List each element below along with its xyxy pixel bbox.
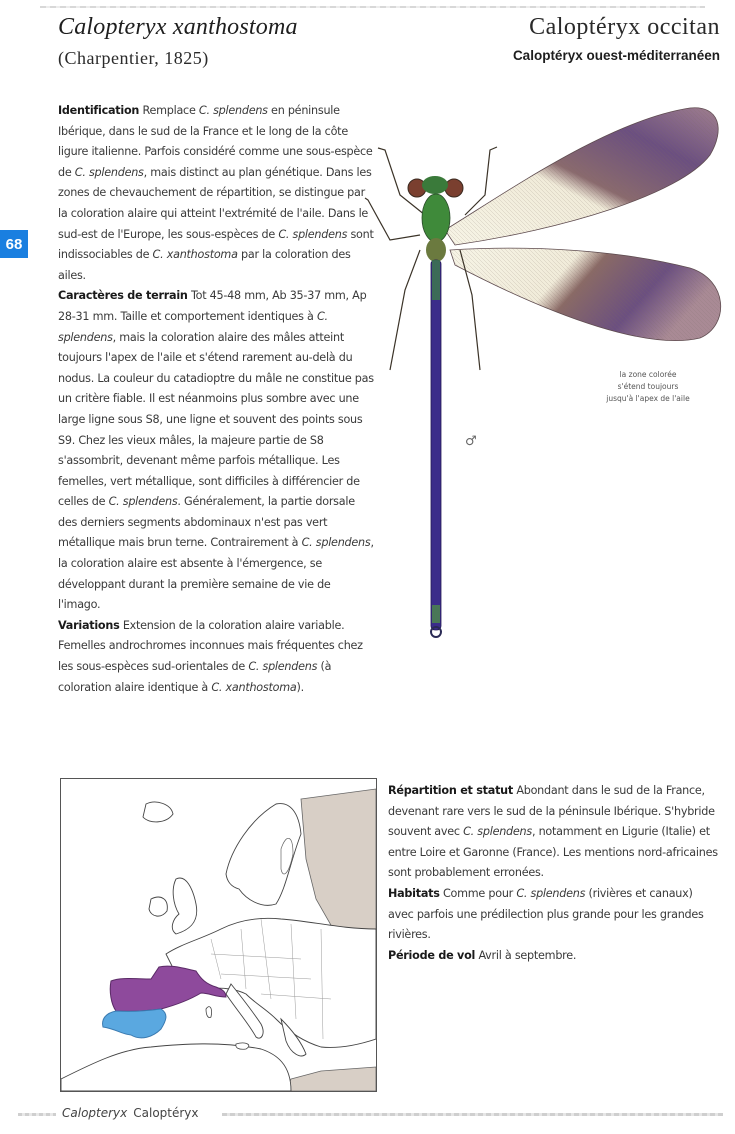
illustration-caption: la zone colorée s'étend toujours jusqu'à l'apex de l'aile: [606, 370, 690, 403]
footer-genus: Calopteryx: [62, 1106, 128, 1120]
section-label: Période de vol: [388, 948, 476, 962]
footer-french-genus: Caloptéryx: [133, 1106, 199, 1120]
running-footer: [62, 1106, 199, 1120]
section-label: Habitats: [388, 886, 440, 900]
section-habitats: Habitats Comme pour C. splendens (rivières et canaux) avec parfois une prédilection plus grande pour les grandes rivières.: [388, 886, 704, 942]
right-text-column: [388, 781, 718, 966]
section-distribution: Répartition et statut Abondant dans le sud de la France, devenant rare vers le sud de la péninsule Ibérique. S'hybride souvent avec C. splendens, notamment en Ligurie (Italie) et entre Loire et Garonne (France). Les mentions nord-africaines sont probablement erronées.: [388, 784, 718, 880]
section-label: Variations: [58, 618, 120, 632]
french-alt-name: Caloptéryx ouest-méditerranéen: [512, 48, 720, 63]
french-name: Caloptéryx occitan: [529, 14, 720, 40]
europe-map-graphic: [61, 779, 376, 1091]
section-label: Identification: [58, 104, 140, 117]
main-text-column: [58, 101, 376, 698]
scientific-name: Calopteryx xanthostoma: [58, 14, 298, 40]
section-variations: Variations Extension de la coloration alaire variable. Femelles androchromes inconnues mais fréquentes chez les sous-espèces sud-orientales de C. splendens (à coloration alaire identique à C. xanthostoma).: [58, 618, 363, 694]
section-identification: Identification Remplace C. splendens en péninsule Ibérique, dans le sud de la France et le long de la côte ligure italienne. Parfois considéré comme une sous-espèce de C. splendens, mais distinct au plan génétique. Dans les zones de chevauchement de répartition, se distingue par la coloration alaire qui atteint l'extrémité de l'aile. Dans le sud-est de l'Europe, les sous-espèces de C. splendens sont indissociables de C. xanthostoma par la coloration des ailes.: [58, 104, 374, 282]
section-field-characters: Caractères de terrain Tot 45-48 mm, Ab 35-37 mm, Ap 28-31 mm. Taille et comportement identiques à C. splendens, mais la coloration alaire des mâles atteint toujours l'apex de l'aile et s'étend rarement au-delà du nodus. La couleur du catadioptre du mâle ne constitue pas un critère fiable. Il est néanmoins plus sombre avec une large ligne sous S8, une ligne et souvent des points sous S9. Chez les vieux mâles, la majeure partie de S8 s'assombrit, devenant même parfois métallique. Les femelles, vert métallique, sont difficiles à différencier de celles de C. splendens. Généralement, la partie dorsale des derniers segments abdominaux n'est pas vert métallique mais brun terne. Contrairement à C. splendens, la coloration alaire est absente à l'émergence, se développant durant la première semaine de vie de l'imago.: [58, 289, 374, 612]
author-citation: (Charpentier, 1825): [58, 48, 209, 68]
section-flight-period: Période de vol Avril à septembre.: [388, 948, 577, 962]
section-label: Caractères de terrain: [58, 289, 188, 303]
footer-rule-left: [18, 1113, 56, 1116]
footer-rule-right: [222, 1113, 723, 1116]
section-label: Répartition et statut: [388, 784, 513, 797]
distribution-map: [60, 778, 377, 1092]
male-symbol: ♂: [465, 434, 477, 449]
top-decorative-rule: [40, 6, 705, 8]
page-number-badge: 68: [0, 230, 28, 258]
